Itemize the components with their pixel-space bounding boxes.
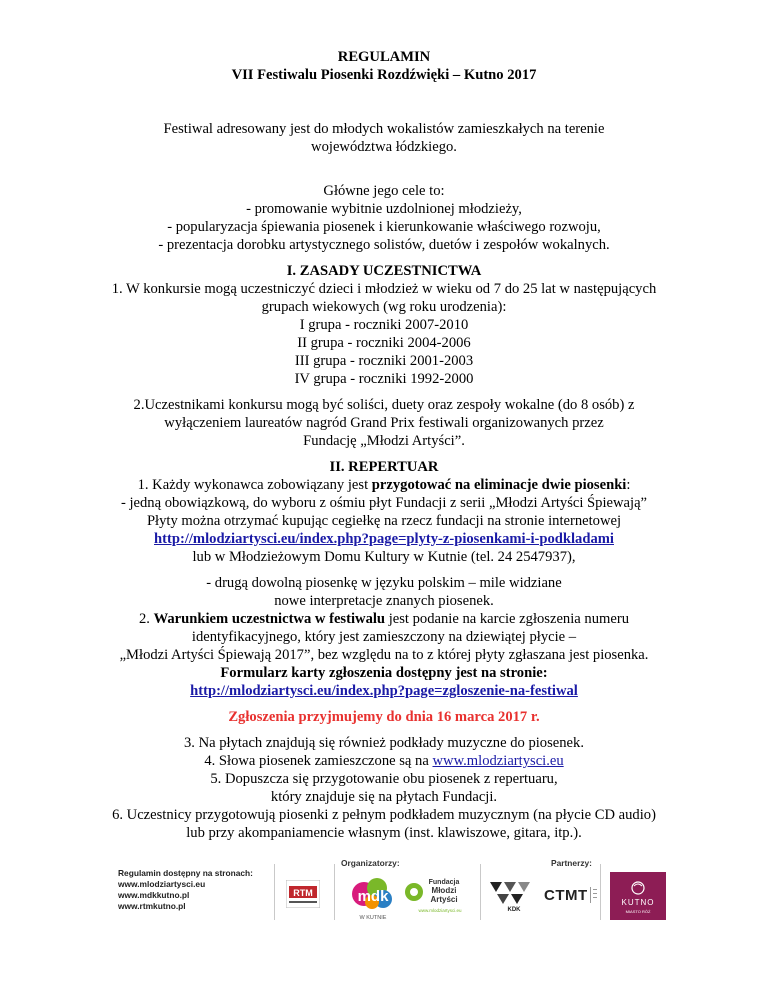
document-subtitle: VII Festiwalu Piosenki Rozdźwięki – Kutno 2017 xyxy=(231,67,537,83)
kutno-logo xyxy=(610,872,666,920)
section-1-p2-line-2: wyłączeniem laureatów nagród Grand Prix festiwali organizowanych przez xyxy=(164,415,604,431)
fundacja-logo-url: www.mlodziartysci.eu xyxy=(418,908,462,913)
repertoire-line-7: nowe interpretacje znanych piosenek. xyxy=(274,593,494,609)
footer-sites xyxy=(118,868,253,912)
goal-item: - prezentacja dorobku artystycznego solistów, duetów i zespołów wokalnych. xyxy=(158,237,610,253)
kdk-logo xyxy=(488,878,538,912)
footer-divider xyxy=(600,864,601,920)
section-1-p2-line-3: Fundację „Młodzi Artyści”. xyxy=(303,433,465,449)
footer-site-link[interactable]: www.mlodziartysci.eu xyxy=(118,879,206,889)
repertoire-line-18: lub przy akompaniamencie własnym (inst. klawiszowe, gitara, itp.). xyxy=(186,825,582,841)
repertoire-line-16: który znajduje się na płytach Fundacji. xyxy=(270,789,498,805)
ctmt-logo-text: CTMT xyxy=(544,887,588,904)
age-group: IV grupa - roczniki 1992-2000 xyxy=(294,371,474,387)
document-title: REGULAMIN xyxy=(337,49,431,65)
repertoire-line-5: lub w Młodzieżowym Domu Kultury w Kutnie (tel. 24 2547937), xyxy=(192,549,576,565)
cd-shop-link-line xyxy=(0,530,768,548)
footer-site-link[interactable]: www.rtmkutno.pl xyxy=(118,901,186,911)
footer-sites-heading: Regulamin dostępny na stronach: xyxy=(118,868,253,878)
kutno-logo-subtext: MIASTO RÓŻ xyxy=(625,909,651,914)
goals-heading: Główne jego cele to: xyxy=(323,183,445,199)
age-group: III grupa - roczniki 2001-2003 xyxy=(294,353,474,369)
section-1-p2-line-1: 2.Uczestnikami konkursu mogą być soliści, duety oraz zespoły wokalne (do 8 osób) z xyxy=(133,397,635,413)
repertoire-line-6: - drugą dowolną piosenkę w języku polskim – mile widziane xyxy=(206,575,562,591)
footer-divider xyxy=(480,864,481,920)
organizers-label: Organizatorzy: xyxy=(341,858,400,868)
fundacja-logo xyxy=(404,874,472,920)
fundacja-logo-line-2: Młodzi xyxy=(431,886,457,895)
section-1-title: I. ZASADY UCZESTNICTWA xyxy=(286,263,482,279)
mdk-logo-subtext: W KUTNIE xyxy=(359,915,387,921)
repertoire-line-1: 1. Każdy wykonawca zobowiązany jest przygotować na eliminacje dwie piosenki: xyxy=(137,477,631,493)
partners-label: Partnerzy: xyxy=(551,858,592,868)
footer-divider xyxy=(274,864,275,920)
participation-condition: Warunkiem uczestnictwa w festiwalu xyxy=(153,611,386,627)
repertoire-line-17: 6. Uczestnicy przygotowują piosenki z pełnym podkładem muzycznym (na płycie CD audio) xyxy=(112,807,656,823)
goal-item: - popularyzacja śpiewania piosenek i kierunkowanie właściwego rozwoju, xyxy=(167,219,601,235)
mdk-logo-text: mdk xyxy=(357,888,389,905)
section-2-title: II. REPERTUAR xyxy=(329,459,439,475)
application-form-link[interactable]: http://mlodziartysci.eu/index.php?page=zgloszenie-na-festiwal xyxy=(190,683,578,699)
form-link-line xyxy=(0,682,768,700)
repertoire-line-9: identyfikacyjnego, który jest zamieszczony na dziewiątej płycie – xyxy=(191,629,577,645)
participation-condition-line: 2. Warunkiem uczestnictwa w festiwalu jest podanie na karcie zgłoszenia numeru xyxy=(138,611,629,627)
repertoire-line-13: 3. Na płytach znajdują się również podkłady muzyczne do piosenek. xyxy=(184,735,584,751)
kdk-logo-text: KDK xyxy=(507,907,521,912)
repertoire-requirement: przygotować na eliminacje dwie piosenki xyxy=(371,477,627,493)
rtm-logo-text: RTM xyxy=(293,888,313,898)
intro-line-1: Festiwal adresowany jest do młodych wokalistów zamieszkałych na terenie xyxy=(163,121,605,137)
footer-site-link[interactable]: www.mdkkutno.pl xyxy=(118,890,190,900)
rtm-logo xyxy=(286,880,320,908)
cd-shop-link[interactable]: http://mlodziartysci.eu/index.php?page=plyty-z-piosenkami-i-podkladami xyxy=(154,531,614,547)
lyrics-line: 4. Słowa piosenek zamieszczone są na www.mlodziartysci.eu xyxy=(204,753,564,769)
age-group: I grupa - roczniki 2007-2010 xyxy=(299,317,469,333)
repertoire-line-3: Płyty można otrzymać kupując cegiełkę na rzecz fundacji na stronie internetowej xyxy=(146,513,622,529)
goal-item: - promowanie wybitnie uzdolnionej młodzieży, xyxy=(246,201,522,217)
repertoire-line-15: 5. Dopuszcza się przygotowanie obu piosenek z repertuaru, xyxy=(210,771,558,787)
footer-banner xyxy=(96,848,674,924)
section-1-p1-line-1: 1. W konkursie mogą uczestniczyć dzieci i młodzież w wieku od 7 do 25 lat w następujących xyxy=(111,281,657,297)
intro-line-2: województwa łódzkiego. xyxy=(311,139,457,155)
mdk-logo xyxy=(350,872,396,922)
age-group: II grupa - roczniki 2004-2006 xyxy=(297,335,471,351)
form-availability: Formularz karty zgłoszenia dostępny jest na stronie: xyxy=(220,665,548,681)
repertoire-line-2: - jedną obowiązkową, do wyboru z ośmiu płyt Fundacji z serii „Młodzi Artyści Śpiewają” xyxy=(120,495,648,511)
fundacja-logo-line-3: Artyści xyxy=(430,895,458,904)
repertoire-line-10: „Młodzi Artyści Śpiewają 2017”, bez względu na to z której płyty zgłaszana jest piosenka. xyxy=(119,647,649,663)
footer-divider xyxy=(334,864,335,920)
lyrics-site-link[interactable]: www.mlodziartysci.eu xyxy=(432,753,564,769)
kutno-logo-text: KUTNO xyxy=(621,898,655,907)
ctmt-logo xyxy=(542,882,598,908)
section-1-p1-line-2: grupach wiekowych (wg roku urodzenia): xyxy=(261,299,507,315)
fundacja-logo-line-1: Fundacja xyxy=(428,879,460,886)
deadline-notice: Zgłoszenia przyjmujemy do dnia 16 marca 2017 r. xyxy=(228,709,540,725)
